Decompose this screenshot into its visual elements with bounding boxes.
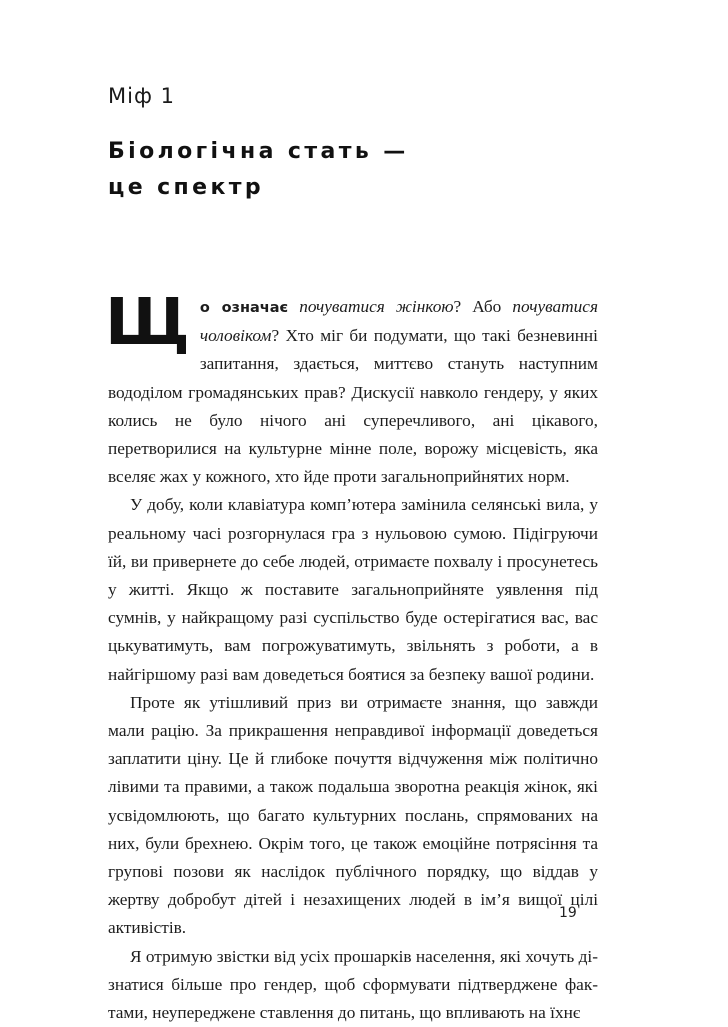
chapter-title bbox=[108, 134, 628, 206]
drop-cap: Щ bbox=[105, 286, 190, 360]
lead-in: о означає bbox=[199, 300, 289, 316]
body-text bbox=[105, 286, 598, 1027]
chapter-label: Міф 1 bbox=[108, 84, 175, 108]
paragraph-1-italic-2: почуватися чоловіком bbox=[199, 297, 598, 346]
paragraph-1-text-c: ? Хто міг би подумати, що такі безневинні запитання, здається, миттєво стануть наступним вододілом громадянських прав? Дискусії навколо гендеру, у яких колись не було нічого ані суперечливого, ані цікавого, перетворилися на культурне мінне поле, ворожу місцевість, яка вселяє жах у кожного, хто йде проти загальноприйнятих норм. bbox=[108, 326, 598, 487]
paragraph-1 bbox=[105, 286, 598, 491]
paragraph-4: Я отримую звістки від усіх прошарків населення, які хочуть дізнатися більше про гендер, щоб сформувати підтверджене фактами, неупереджене ставлення до питань, що впливають на їхнє bbox=[108, 946, 598, 1023]
paragraph-1-text-b: ? Або bbox=[453, 297, 513, 316]
paragraph-1-italic-1: почуватися жінкою bbox=[299, 297, 454, 316]
chapter-title-line-1: Біологічна стать — bbox=[108, 139, 409, 164]
page-number: 19 bbox=[559, 905, 577, 921]
paragraph-1-text-a bbox=[288, 297, 299, 316]
paragraph-3: Проте як утішливий приз ви отримаєте знання, що завжди мали рацію. За прикрашення неправдивої інформації доведеться заплатити ціну. Це й глибоке почуття відчуження між політично лівими та правими, а також подальша зворотна реакція жінок, які усвідомлюють, що багато культурних послань, спрямованих на них, були брехнею. Окрім того, це також емоційне потрясіння та групові позови як наслідок публічного порядку, що віддав у жертву добробут дітей і незахищених людей в ім’я вищої цілі активістів. bbox=[108, 692, 598, 938]
paragraph-2: У добу, коли клавіатура комп’ютера замінила селянські вила, у реальному часі розгорнулася гра з нульовою сумою. Підігруючи їй, ви привернете до себе людей, отримаєте похвалу і просунетесь у житті. Якщо ж поставите загальноприйняте уявлення під сумнів, у найкращому разі суспільство буде остерігатися вас, вас цькуватимуть, вам погрожуватимуть, звільнять з роботи, а в найгіршому разі вам доведеться боятися за безпеку вашої родини. bbox=[108, 495, 598, 684]
chapter-title-line-2: це спектр bbox=[108, 175, 265, 200]
